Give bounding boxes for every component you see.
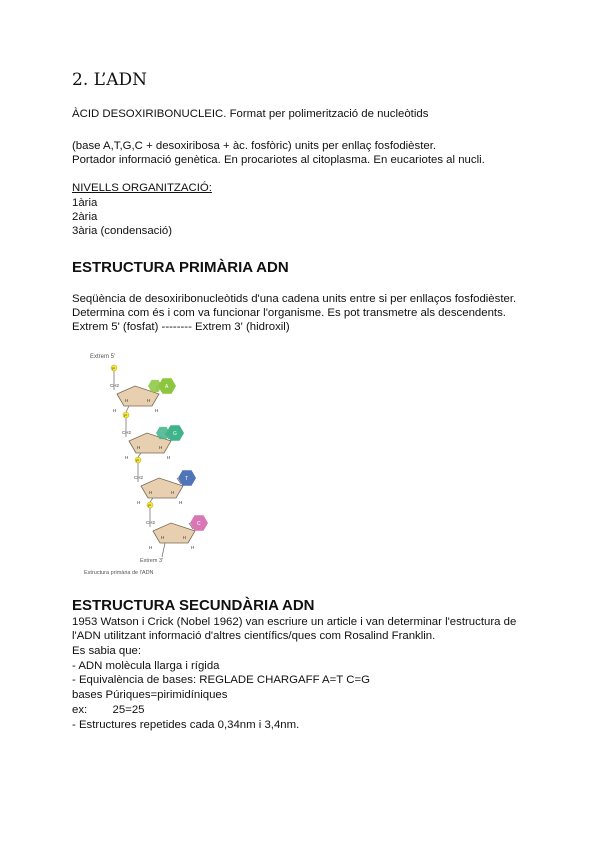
- h-label: H: [167, 455, 171, 460]
- ch2-label: CH2: [146, 520, 156, 525]
- sugar-h-label: H: [161, 535, 165, 540]
- sugar-h-label: H: [149, 490, 153, 495]
- primary-line-3: Extrem 5' (fosfat) -------- Extrem 3' (hidroxil): [72, 321, 290, 333]
- base-letter: G: [173, 431, 177, 437]
- sugar-h-label: H: [159, 445, 163, 450]
- h-label: H: [113, 408, 117, 413]
- sugar-pentagon: [153, 523, 195, 543]
- level-item-2: 2ària: [72, 211, 98, 223]
- primary-heading: ESTRUCTURA PRIMÀRIA ADN: [72, 259, 289, 276]
- sugar-h-label: H: [183, 535, 187, 540]
- intro-line-3: Portador informació genètica. En procariotes al citoplasma. En eucariotes al nucli.: [72, 154, 485, 166]
- extrem-3-label: Extrem 3': [140, 558, 164, 564]
- primary-line-2: Determina com és i com va funcionar l'organisme. Es pot transmetre als descendents.: [72, 307, 506, 319]
- bond-line: [150, 498, 153, 502]
- base-letter: T: [185, 476, 189, 482]
- secondary-line-5: - Equivalència de bases: REGLADE CHARGAFF A=T C=G: [72, 674, 370, 686]
- level-item-1: 1ària: [72, 197, 98, 209]
- h-label: H: [125, 455, 129, 460]
- secondary-line-4: - ADN molècula llarga i rígida: [72, 660, 220, 672]
- secondary-line-2: l'ADN utilitzant informació d'altres científics/ques com Rosalind Franklin.: [72, 630, 436, 642]
- secondary-line-1: 1953 Watson i Crick (Nobel 1962) van escriure un article i van determinar l'estructura de: [72, 616, 517, 628]
- bond-line: [138, 453, 141, 457]
- base-letter: C: [197, 521, 201, 527]
- bond-line: [162, 543, 165, 557]
- bond-line: [126, 406, 129, 412]
- sugar-h-label: H: [125, 398, 129, 403]
- intro-line-2: (base A,T,G,C + desoxiribosa + àc. fosfòric) units per enllaç fosfodièster.: [72, 140, 437, 152]
- phosphate-label: P: [124, 413, 127, 418]
- sugar-h-label: H: [147, 398, 151, 403]
- figure-caption: Estructura primària de l'ADN: [84, 570, 154, 576]
- dna-primary-structure-figure: [84, 350, 224, 580]
- sugar-pentagon: [141, 478, 183, 498]
- figure-svg: [84, 350, 224, 580]
- primary-line-1: Seqüència de desoxiribonucleòtids d'una cadena units entre si per enllaços fosfodièster.: [72, 293, 517, 305]
- secondary-line-7: ex: 25=25: [72, 704, 145, 716]
- h-label: H: [191, 545, 195, 550]
- ch2-label: CH2: [122, 430, 132, 435]
- secondary-line-3: Es sabia que:: [72, 645, 142, 657]
- page-title: 2. L’ADN: [72, 70, 148, 90]
- ch2-label: CH2: [110, 383, 120, 388]
- secondary-line-6: bases Púriques=pirimidíniques: [72, 689, 228, 701]
- sugar-h-label: H: [137, 445, 141, 450]
- phosphate-label: P: [148, 503, 151, 508]
- intro-line-1: ÀCID DESOXIRIBONUCLEIC. Format per polimerització de nucleòtids: [72, 108, 429, 120]
- ch2-label: CH2: [134, 475, 144, 480]
- sugar-h-label: H: [171, 490, 175, 495]
- h-label: H: [155, 408, 159, 413]
- extrem-5-label: Extrem 5': [90, 354, 116, 360]
- phosphate-label: P: [112, 366, 115, 371]
- levels-heading: NIVELLS ORGANITZACIÓ:: [72, 182, 212, 194]
- phosphate-label: P: [136, 458, 139, 463]
- base-letter: A: [165, 384, 169, 390]
- level-item-3: 3ària (condensació): [72, 225, 173, 237]
- h-label: H: [149, 545, 153, 550]
- h-label: H: [137, 500, 141, 505]
- secondary-line-8: - Estructures repetides cada 0,34nm i 3,4nm.: [72, 719, 300, 731]
- h-label: H: [179, 500, 183, 505]
- secondary-heading: ESTRUCTURA SECUNDÀRIA ADN: [72, 597, 315, 614]
